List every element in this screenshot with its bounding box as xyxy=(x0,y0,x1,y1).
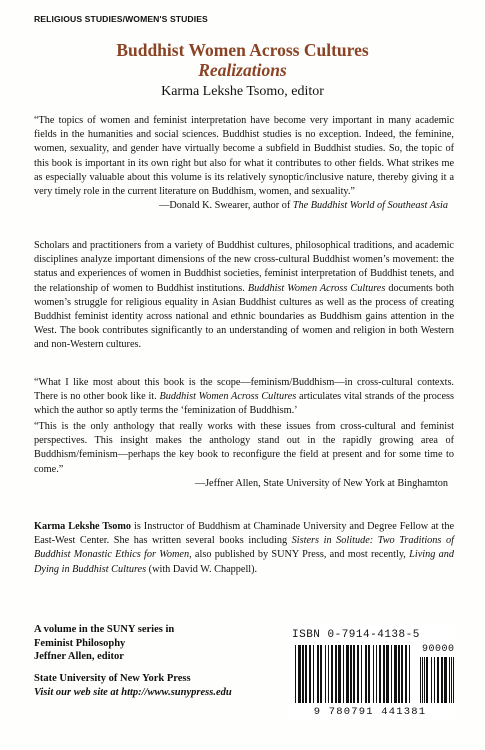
praise-quote-3 xyxy=(34,420,454,491)
book-subtitle: Realizations xyxy=(198,60,287,80)
ean-number: 9 780791 441381 xyxy=(313,706,427,718)
price-code: 90000 xyxy=(422,644,455,655)
barcode-bar xyxy=(338,645,341,703)
barcode-bar xyxy=(420,657,421,703)
quote-attribution: —Jeffner Allen, State University of New York at Binghamton xyxy=(194,477,448,489)
barcode-bar xyxy=(328,645,329,703)
barcode-bar xyxy=(437,657,439,703)
barcode-bar xyxy=(434,657,435,703)
barcode-bar xyxy=(431,657,432,703)
editor-line: Karma Lekshe Tsomo, editor xyxy=(161,84,324,99)
barcode-bar xyxy=(309,645,311,703)
quote-text: “The topics of women and feminist interpretation have become very important in many academic fields in the humanities and social sciences. Buddhist studies is no exception. Indeed, the feminine, women, sexuality, and gender have virtually become a subfield in Buddhist studies. So, the topic of this book is important in its own right but also for what it contributes to other fields. What strikes me as especially valuable about this volume is its relatively synoptic/inclusive nature, thereby giving it a very timely role in the current literature on Buddhism, women, and sexuality.” xyxy=(34,115,454,198)
barcode-bar xyxy=(335,645,337,703)
barcode-bar xyxy=(350,645,352,703)
barcode-bar xyxy=(325,645,326,703)
barcode-bar xyxy=(449,657,450,703)
praise-quote-2: “What I like most about this book is the scope—feminism/Buddhism—in cross-cultural contexts. There is no other book like it. Buddhist Women Across Cultures articulates vital strands of the process which the author so aptly terms the ‘feminization of Buddhism.’ xyxy=(34,377,454,417)
author-name: Karma Lekshe Tsomo xyxy=(34,521,132,532)
barcode-bar xyxy=(331,645,333,703)
barcode-bar xyxy=(353,645,355,703)
publisher-name: State University of New York Press xyxy=(34,673,191,684)
barcode-bar xyxy=(422,657,423,703)
barcode-bar xyxy=(295,645,296,703)
barcode-bar xyxy=(373,645,374,703)
barcode-bar xyxy=(302,645,304,703)
barcode-bar xyxy=(398,645,400,703)
quote-text: “This is the only anthology that really works with these issues from cross-cultural and feminist perspectives. This insight makes the anthology stand out in the rapidly growing area of Buddhism/feminism—perhaps the key book to reconfigure the field at present and for some time to come.” xyxy=(34,421,454,475)
barcode-bar xyxy=(357,645,359,703)
barcode-bar xyxy=(343,645,344,703)
barcode-bar xyxy=(379,645,381,703)
barcode-bar xyxy=(391,645,392,703)
book-title-inline: Buddhist Women Across Cultures xyxy=(247,282,386,294)
barcode-bar xyxy=(305,645,307,703)
barcode-bar xyxy=(444,657,447,703)
barcode-bar xyxy=(409,645,410,703)
barcode-bar xyxy=(320,645,322,703)
book-title-inline: Buddhist Women Across Cultures xyxy=(159,391,297,403)
author-bio: Karma Lekshe Tsomo is Instructor of Buddhism at Chaminade University and Degree Fellow at the East-West Center. She has written several books including Sisters in Solitude: Two Traditions of Buddhist Monastic Ethics for Women, also published by SUNY Press, and most recently, Living and Dying in Buddhist Cultures (with David W. Chappell). xyxy=(34,521,454,575)
barcode-bar xyxy=(376,645,377,703)
barcode-bar xyxy=(386,645,389,703)
barcode-bar xyxy=(426,657,428,703)
isbn-text: ISBN 0-7914-4138-5 xyxy=(292,629,420,641)
barcode-bar xyxy=(313,645,314,703)
barcode-bar xyxy=(298,645,301,703)
barcode-bar xyxy=(394,645,397,703)
series-info: A volume in the SUNY series in Feminist Philosophy Jeffner Allen, editor xyxy=(34,624,175,662)
publisher-info xyxy=(34,672,232,699)
book-title: Buddhist Women Across Cultures xyxy=(116,40,369,60)
barcode-bar xyxy=(405,645,407,703)
barcode-bar xyxy=(346,645,349,703)
barcode-bar xyxy=(441,657,443,703)
ean-barcode xyxy=(295,645,413,703)
barcode-bar xyxy=(317,645,319,703)
price-barcode xyxy=(420,657,456,703)
quote-attribution: —Donald K. Swearer, author of The Buddhist World of Southeast Asia xyxy=(159,200,448,212)
barcode-bar xyxy=(401,645,403,703)
book-description: Scholars and practitioners from a variety of Buddhist cultures, philosophical traditions, and academic disciplines analyze important dimensions of the new cross-cultural Buddhist women’s movement: the status and experiences of women in Buddhist societies, feminist interpretation of Buddhist tenets, and the relationship of women to Buddhist institutions. Buddhist Women Across Cultures documents both women’s struggle for religious equality in Asian Buddhist cultures as well as the process of creating Buddhist feminist identity across national and ethnic boundaries as Buddhism gains attention in the West. The book contributes significantly to an understanding of women and religion in both Western and non-Western cultures. xyxy=(34,240,455,351)
barcode-bar xyxy=(361,645,362,703)
barcode-bar xyxy=(453,657,454,703)
praise-quote-1 xyxy=(34,114,454,213)
barcode-bar xyxy=(451,657,452,703)
barcode-bar xyxy=(383,645,385,703)
category-label: RELIGIOUS STUDIES/WOMEN'S STUDIES xyxy=(34,14,208,24)
publisher-website: Visit our web site at http://www.sunypress.edu xyxy=(34,686,232,698)
barcode-bar xyxy=(368,645,370,703)
barcode-bar xyxy=(365,645,367,703)
barcode-bar xyxy=(424,657,425,703)
